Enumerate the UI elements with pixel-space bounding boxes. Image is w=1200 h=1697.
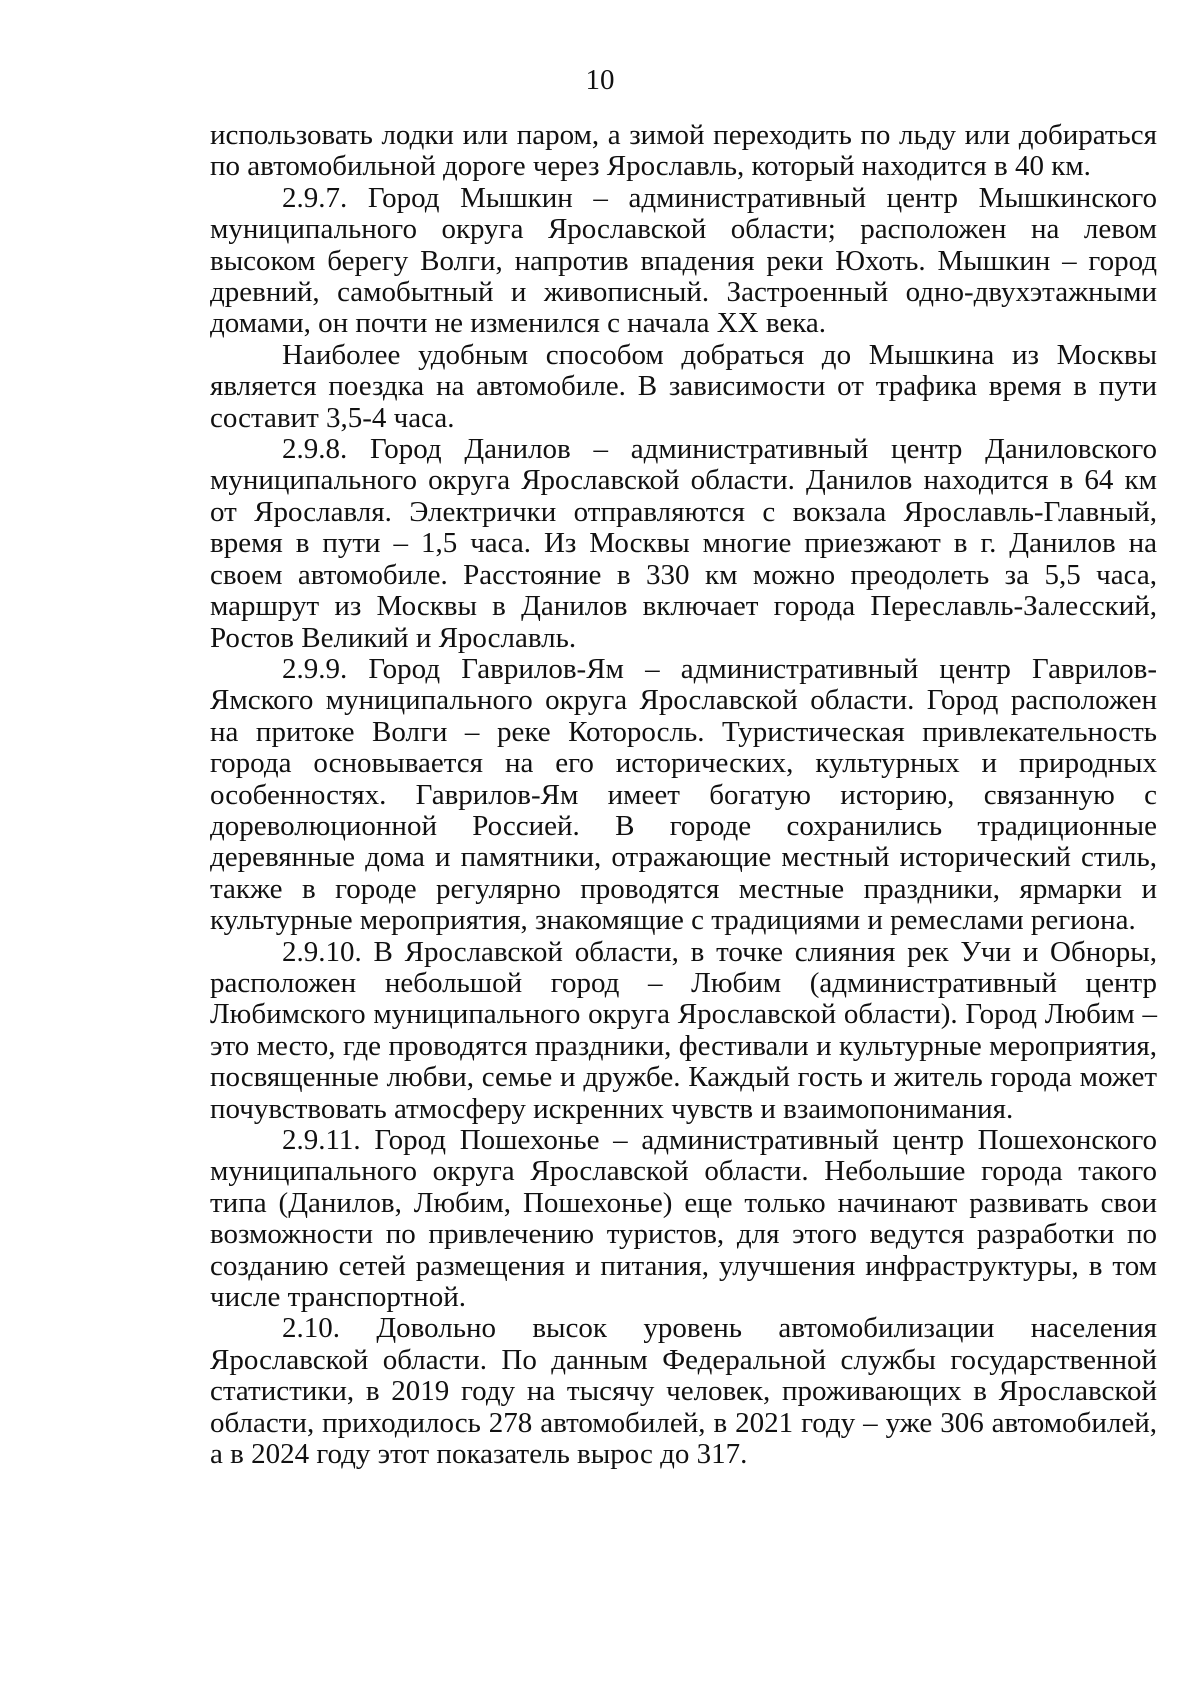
document-body (210, 120, 1157, 1470)
paragraph-danilov: 2.9.8. Город Данилов – административный центр Даниловского муниципального округа Ярославской области. Данилов находится в 64 км от Ярославля. Электрички отправляются с вокзала Ярославль-Главный, время в пути – 1,5 часа. Из Москвы многие приезжают в г. Данилов на своем автомобиле. Расстояние в 330 км можно преодолеть за 5,5 часа, маршрут из Москвы в Данилов включает города Переславль-Залесский, Ростов Великий и Ярославль. (210, 433, 1157, 654)
paragraph-poshekhonye: 2.9.11. Город Пошехонье – административный центр Пошехонского муниципального округа Ярославской области. Небольшие города такого типа (Данилов, Любим, Пошехонье) еще только начинают развивать свои возможности по привлечению туристов, для этого ведутся разработки по созданию сетей размещения и питания, улучшения инфраструктуры, в том числе транспортной. (210, 1124, 1157, 1314)
paragraph-motorization: 2.10. Довольно высок уровень автомобилизации населения Ярославской области. По данным Федеральной службы государственной статистики, в 2019 году на тысячу человек, проживающих в Ярославской области, приходилось 278 автомобилей, в 2021 году – уже 306 автомобилей, а в 2024 году этот показатель вырос до 317. (210, 1312, 1157, 1471)
paragraph-myshkin: 2.9.7. Город Мышкин – административный центр Мышкинского муниципального округа Ярославской области; расположен на левом высоком берегу Волги, напротив впадения реки Юхоть. Мышкин – город древний, самобытный и живописный. Застроенный одно-двухэтажными домами, он почти не изменился с начала XX века. (210, 181, 1157, 340)
paragraph-lyubim: 2.9.10. В Ярославской области, в точке слияния рек Учи и Обноры, расположен небольшой город – Любим (административный центр Любимского муниципального округа Ярославской области). Город Любим – это место, где проводятся праздники, фестивали и культурные мероприятия, посвященные любви, семье и дружбе. Каждый гость и житель города может почувствовать атмосферу искренних чувств и взаимопонимания. (210, 935, 1157, 1125)
page-number: 10 (585, 64, 615, 96)
paragraph-gavrilov-yam: 2.9.9. Город Гаврилов-Ям – административный центр Гаврилов-Ямского муниципального округа Ярославской области. Город расположен на притоке Волги – реке Которосль. Туристическая привлекательность города основывается на его исторических, культурных и природных особенностях. Гаврилов-Ям имеет богатую историю, связанную с дореволюционной Россией. В городе сохранились традиционные деревянные дома и памятники, отражающие местный исторический стиль, также в городе регулярно проводятся местные праздники, ярмарки и культурные мероприятия, знакомящие с традициями и ремеслами региона. (210, 652, 1157, 937)
paragraph-continuation: использовать лодки или паром, а зимой переходить по льду или добираться по автомобильной дороге через Ярославль, который находится в 40 км. (210, 119, 1157, 183)
paragraph-myshkin-route: Наиболее удобным способом добраться до Мышкина из Москвы является поездка на автомобиле. В зависимости от трафика время в пути составит 3,5-4 часа. (210, 338, 1157, 434)
